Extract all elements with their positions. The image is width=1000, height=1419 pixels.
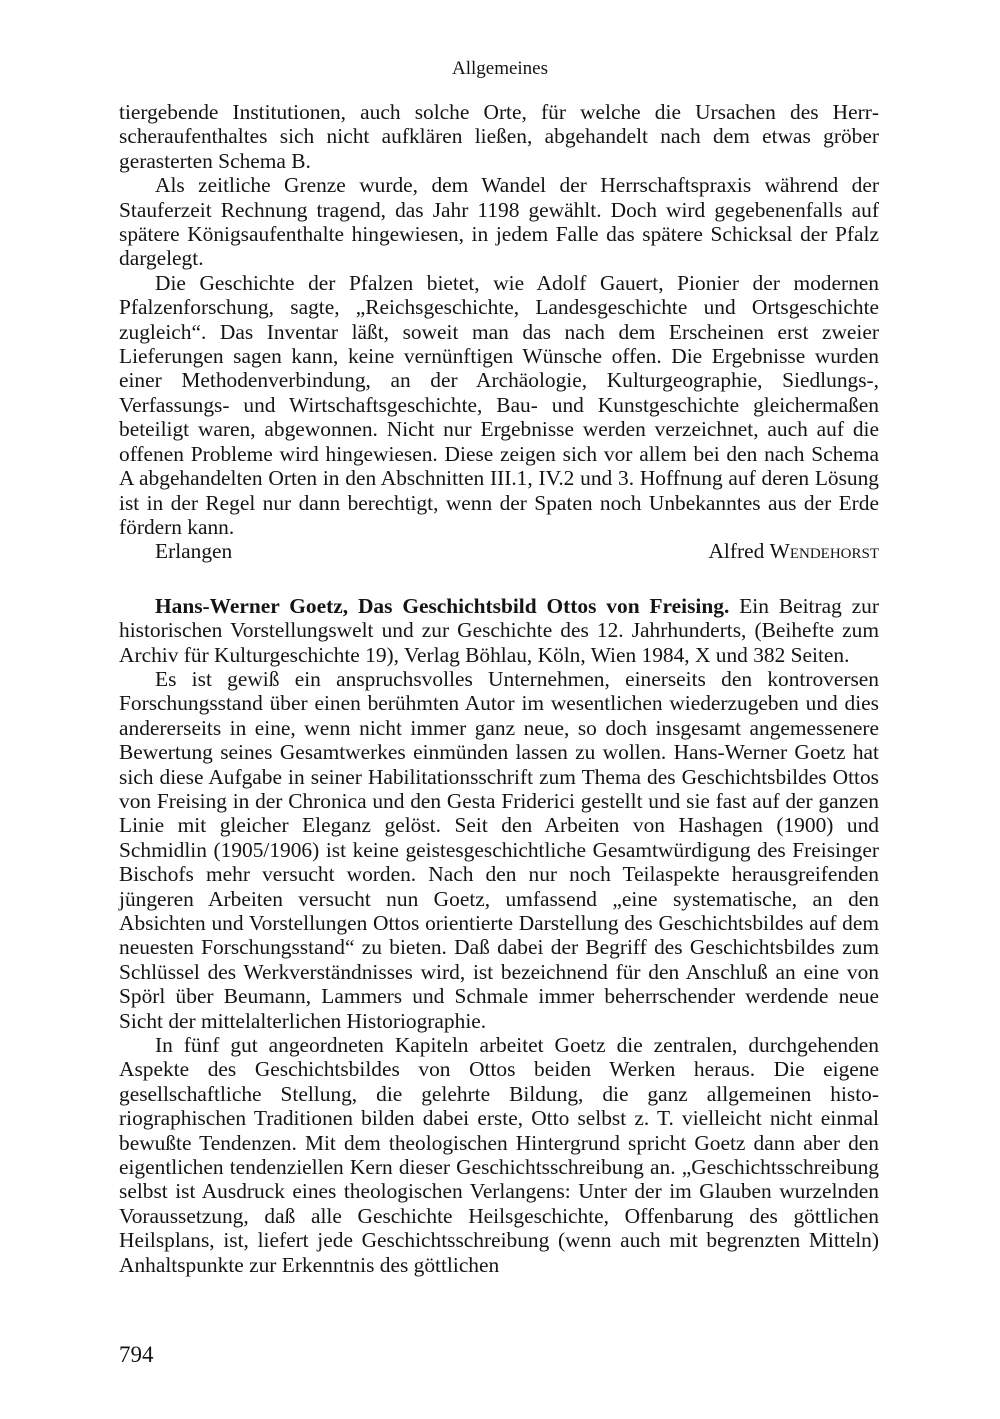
review1-place: Erlangen [155, 539, 233, 564]
review2-citation: Ein Beitrag zur historischen Vorstellungswelt und zur Geschichte des 12. Jahrhunderts, (Beihefte zum Archiv für Kulturgeschichte 19), Verlag Böhlau, Köln, Wien 1984, X und 382 Seiten. [119, 593, 879, 667]
review2-paragraph-1: Es ist gewiß ein anspruchsvolles Unternehmen, einerseits den kontroversen Forschungsstand über einen berühmten Autor im wesentlichen wiederzugeben und dies andererseits in eine, wenn nicht immer ganz neue, so doch insgesamt angemessenere Bewertung seines Gesamtwerkes einmünden lassen zu wollen. Hans-Werner Goetz hat sich diese Aufgabe in seiner Habilitationsschrift zum Thema des Geschichtsbildes Ottos von Freising in der Chronica und den Gesta Friderici gestellt und sie fast auf der ganzen Linie mit gleicher Eleganz gelöst. Seit den Arbeiten von Hashagen (1900) und Schmidlin (1905/1906) ist keine geistesgeschichtliche Gesamtwürdigung des Freisinger Bischofs mehr versucht worden. Nach den nur noch Teilaspekte herausgreifenden jüngeren Arbeiten versucht nun Goetz, umfassend „eine systematische, an den Absichten und Vorstellungen Ottos orientierte Darstellung des Geschichtsbildes auf dem neuesten Forschungsstand“ zu bieten. Daß dabei der Begriff des Geschichtsbildes zum Schlüssel des Werkverständnisses wird, ist bezeichnend für den Anschluß an eine von Spörl über Beumann, Lammers und Schmale immer beherrschender werdende neue Sicht der mittelalterlichen Historiographie. [119, 666, 879, 1033]
reviewer-first-name: Alfred [708, 539, 765, 564]
review1-signature [119, 539, 879, 563]
review2-header [119, 594, 879, 667]
running-head: Allgemeines [451, 58, 549, 79]
review2-heading: Hans-Werner Goetz, Das Geschichtsbild Ottos von Freising. [155, 593, 730, 618]
reviewer-surname: Wendehorst [769, 539, 879, 564]
review1-reviewer [708, 539, 879, 563]
review1-paragraph-2: Als zeitliche Grenze wurde, dem Wandel der Herrschaftspraxis während der Stauferzeit Rechnung tragend, das Jahr 1198 gewählt. Doch wird gegebenenfalls auf spätere Königsaufenthalte hingewiesen, in jedem Falle das spätere Schicksal der Pfalz dargelegt. [119, 173, 879, 271]
review1-paragraph-3: Die Geschichte der Pfalzen bietet, wie Adolf Gauert, Pionier der modernen Pfalzenforschung, sagte, „Reichsgeschichte, Landesgeschichte und Ortsgeschichte zugleich“. Das Inventar läßt, soweit man das nach dem Erscheinen erst zweier Lieferungen sagen kann, keine vernünftigen Wünsche offen. Die Ergebnisse wurden einer Methodenverbindung, an der Archäologie, Kulturgeographie, Siedlungs-, Verfassungs- und Wirtschaftsgeschichte, Bau- und Kunstgeschichte gleichermaßen beteiligt waren, abgewonnen. Nicht nur Ergebnisse werden verzeichnet, auch auf die offenen Probleme wird hingewiesen. Diese zeigen sich vor allem bei den nach Schema A abgehandelten Orten in den Abschnitten III.1, IV.2 und 3. Hoffnung auf deren Lösung ist in der Regel nur dann berechtigt, wenn der Spaten noch Unbekanntes aus der Erde fördern kann. [119, 270, 879, 539]
text-column [119, 100, 879, 1277]
page-number: 794 [119, 1342, 154, 1367]
review2-paragraph-2: In fünf gut angeordneten Kapiteln arbeitet Goetz die zentralen, durchgehenden Aspekte des Geschichtsbildes von Ottos beiden Werken heraus. Die eigene gesellschaftliche Stellung, die gelehrte Bildung, die ganz allgemeinen historiographischen Traditionen bilden dabei erste, Otto selbst z. T. vielleicht nicht einmal bewußte Tendenzen. Mit dem theologischen Hintergrund spricht Goetz dann aber den eigentlichen tendenziellen Kern dieser Geschichtsschreibung an. „Geschichtsschreibung selbst ist Ausdruck eines theologischen Verlangens: Unter der im Glauben wurzelnden Voraussetzung, daß alle Geschichte Heilsgeschichte, Offenbarung des göttlichen Heilsplans, ist, liefert jede Geschichtsschreibung (wenn auch mit begrenzten Mitteln) Anhaltspunkte zur Erkenntnis des göttlichen [119, 1033, 879, 1277]
review1-paragraph-1: tiergebende Institutionen, auch solche Orte, für welche die Ursachen des Herrscheraufenthaltes sich nicht aufklären ließen, abgehandelt nach dem etwas gröber gerasterten Schema B. [119, 100, 879, 173]
